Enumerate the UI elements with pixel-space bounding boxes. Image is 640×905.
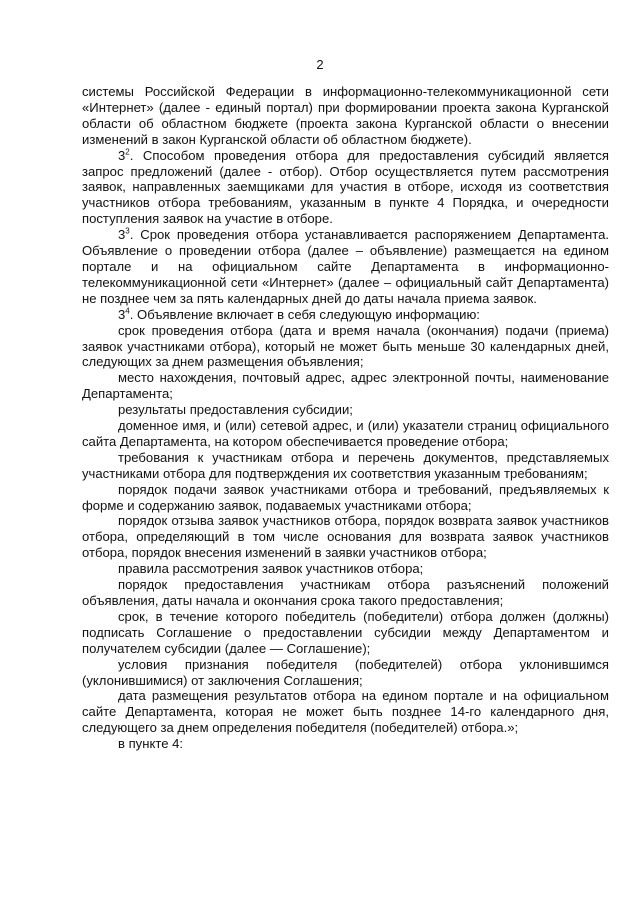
list-paragraph: дата размещения результатов отбора на едином портале и на официальном сайте Департамента, которая не может быть позднее 14-го календарного дня, следующего за днем определения победителя (победителей) отбора.»; <box>82 688 609 736</box>
list-paragraph: условия признания победителя (победителей) отбора уклонившимся (уклонившимися) от заключения Соглашения; <box>82 656 609 688</box>
list-paragraph: правила рассмотрения заявок участников отбора; <box>118 561 424 577</box>
paragraph-text: . Способом проведения отбора для предоставления субсидий является запрос предложений (далее - отбор). Отбор осуществляется путем рассмотрения заявок, направленных заемщиками для участия в отборе, исходя из соответствия участников отбора требованиям, указанным в пункте 4 Порядка, и очередности поступления заявок на участие в отборе. <box>82 147 609 227</box>
paragraph-3-3 <box>82 227 609 307</box>
clause-number: 3 <box>118 147 126 163</box>
list-paragraph: порядок подачи заявок участниками отбора и требований, предъявляемых к форме и содержанию заявок, подаваемых участниками отбора; <box>82 481 609 513</box>
document-body <box>82 84 609 752</box>
paragraph-3-2 <box>82 148 609 228</box>
clause-number: 3 <box>118 306 126 322</box>
clause-number: 3 <box>118 227 126 243</box>
clause-superscript: 2 <box>125 147 130 157</box>
page-number: 2 <box>316 57 324 72</box>
list-paragraph: требования к участникам отбора и перечень документов, представляемых участниками отбора для подтверждения их соответствия указанным требованиям; <box>82 449 609 481</box>
paragraph-text: . Срок проведения отбора устанавливается распоряжением Департамента. Объявление о проведении отбора (далее – объявление) размещается на едином портале и на официальном сайте Департамента в информационно-телекоммуникационной сети «Интернет» (далее – официальный сайт Департамента) не позднее чем за пять календарных дней до даты начала приема заявок. <box>82 227 609 306</box>
paragraph-3-4 <box>82 307 609 323</box>
list-paragraph: порядок предоставления участникам отбора разъяснений положений объявления, даты начала и окончания срока такого предоставления; <box>82 577 609 608</box>
paragraph-text: . Объявление включает в себя следующую информацию: <box>129 306 480 322</box>
list-paragraph: срок проведения отбора (дата и время начала (окончания) подачи (приема) заявок участниками отбора), который не может быть меньше 30 календарных дней, следующих за днем размещения объявления; <box>82 322 609 370</box>
list-paragraph: в пункте 4: <box>118 736 184 752</box>
paragraph: системы Российской Федерации в информационно-телекоммуникационной сети «Интернет» (далее - единый портал) при формировании проекта закона Курганской области об областном бюджете (проекта закона Курганской области о внесении изменений в закон Курганской области об областном бюджете). <box>82 84 609 147</box>
list-paragraph: результаты предоставления субсидии; <box>118 402 353 418</box>
list-paragraph: место нахождения, почтовый адрес, адрес электронной почты, наименование Департамента; <box>82 370 609 402</box>
list-paragraph: срок, в течение которого победитель (победители) отбора должен (должны) подписать Соглашение о предоставлении субсидии между Департаментом и получателем субсидии (далее — Соглашение); <box>82 608 609 656</box>
list-paragraph: доменное имя, и (или) сетевой адрес, и (или) указатели страниц официального сайта Департамента, на котором обеспечивается проведение отбора; <box>82 418 609 449</box>
clause-superscript: 3 <box>125 226 130 236</box>
clause-superscript: 4 <box>125 306 130 316</box>
list-paragraph: порядок отзыва заявок участников отбора, порядок возврата заявок участников отбора, определяющий в том числе основания для возврата заявок участников отбора, порядок внесения изменений в заявки участников отбора; <box>82 513 609 561</box>
